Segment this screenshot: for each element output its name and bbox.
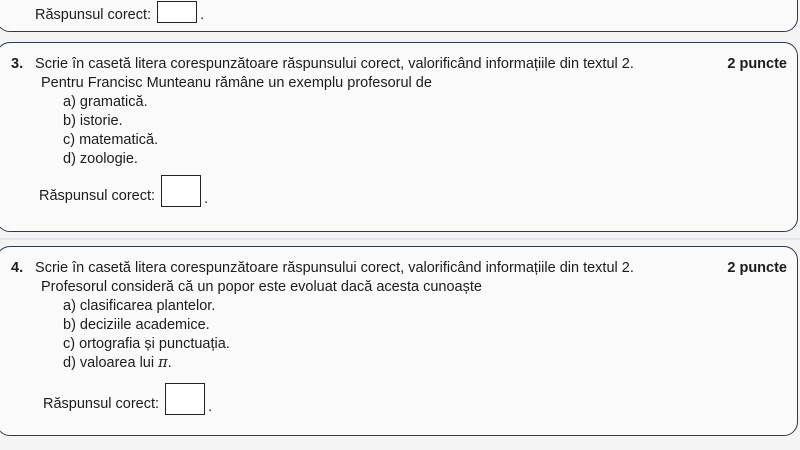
answer-label: Răspunsul corect: xyxy=(43,396,160,412)
option-a: a) clasificarea plantelor. xyxy=(63,298,216,314)
question-4-panel xyxy=(0,246,798,436)
answer-period: . xyxy=(200,7,205,23)
option-d xyxy=(63,354,230,373)
option-d-suffix: . xyxy=(167,355,172,371)
answer-period: . xyxy=(204,191,209,207)
question-4-header xyxy=(11,259,787,277)
question-number: 4. xyxy=(11,260,24,276)
question-3-panel xyxy=(0,42,798,232)
answer-period: . xyxy=(208,399,213,415)
answer-box[interactable] xyxy=(161,175,201,207)
option-list xyxy=(63,297,230,373)
question-points: 2 puncte xyxy=(727,56,787,72)
option-d: d) zoologie. xyxy=(63,151,138,167)
option-list xyxy=(63,93,158,169)
option-a: a) gramatică. xyxy=(63,94,148,110)
question-instruction: Scrie în casetă litera corespunzătoare răspunsului corect, valorificând informațiile din textul 2. xyxy=(35,260,634,276)
answer-box[interactable] xyxy=(157,1,197,23)
question-2-panel xyxy=(0,0,798,32)
pi-symbol: π xyxy=(158,355,168,371)
answer-label: Răspunsul corect: xyxy=(39,188,156,204)
option-b: b) deciziile academice. xyxy=(63,317,210,333)
option-c: c) matematică. xyxy=(63,132,159,148)
answer-label: Răspunsul corect: xyxy=(35,7,152,23)
question-2-answer-row xyxy=(35,1,204,23)
question-points: 2 puncte xyxy=(727,260,787,276)
question-3-header xyxy=(11,55,787,73)
question-stem: Pentru Francisc Munteanu rămâne un exemplu profesorul de xyxy=(41,75,432,91)
question-number: 3. xyxy=(11,56,24,72)
question-3-answer-row xyxy=(39,175,208,207)
question-instruction: Scrie în casetă litera corespunzătoare răspunsului corect, valorificând informațiile din textul 2. xyxy=(35,56,634,72)
option-d-prefix: d) valoarea lui xyxy=(63,355,159,371)
question-stem: Profesorul consideră că un popor este evoluat dacă acesta cunoaște xyxy=(41,279,482,295)
answer-box[interactable] xyxy=(165,383,205,415)
option-b: b) istorie. xyxy=(63,113,123,129)
question-4-answer-row xyxy=(43,383,212,415)
divider xyxy=(0,238,800,240)
option-c: c) ortografia și punctuația. xyxy=(63,336,230,352)
